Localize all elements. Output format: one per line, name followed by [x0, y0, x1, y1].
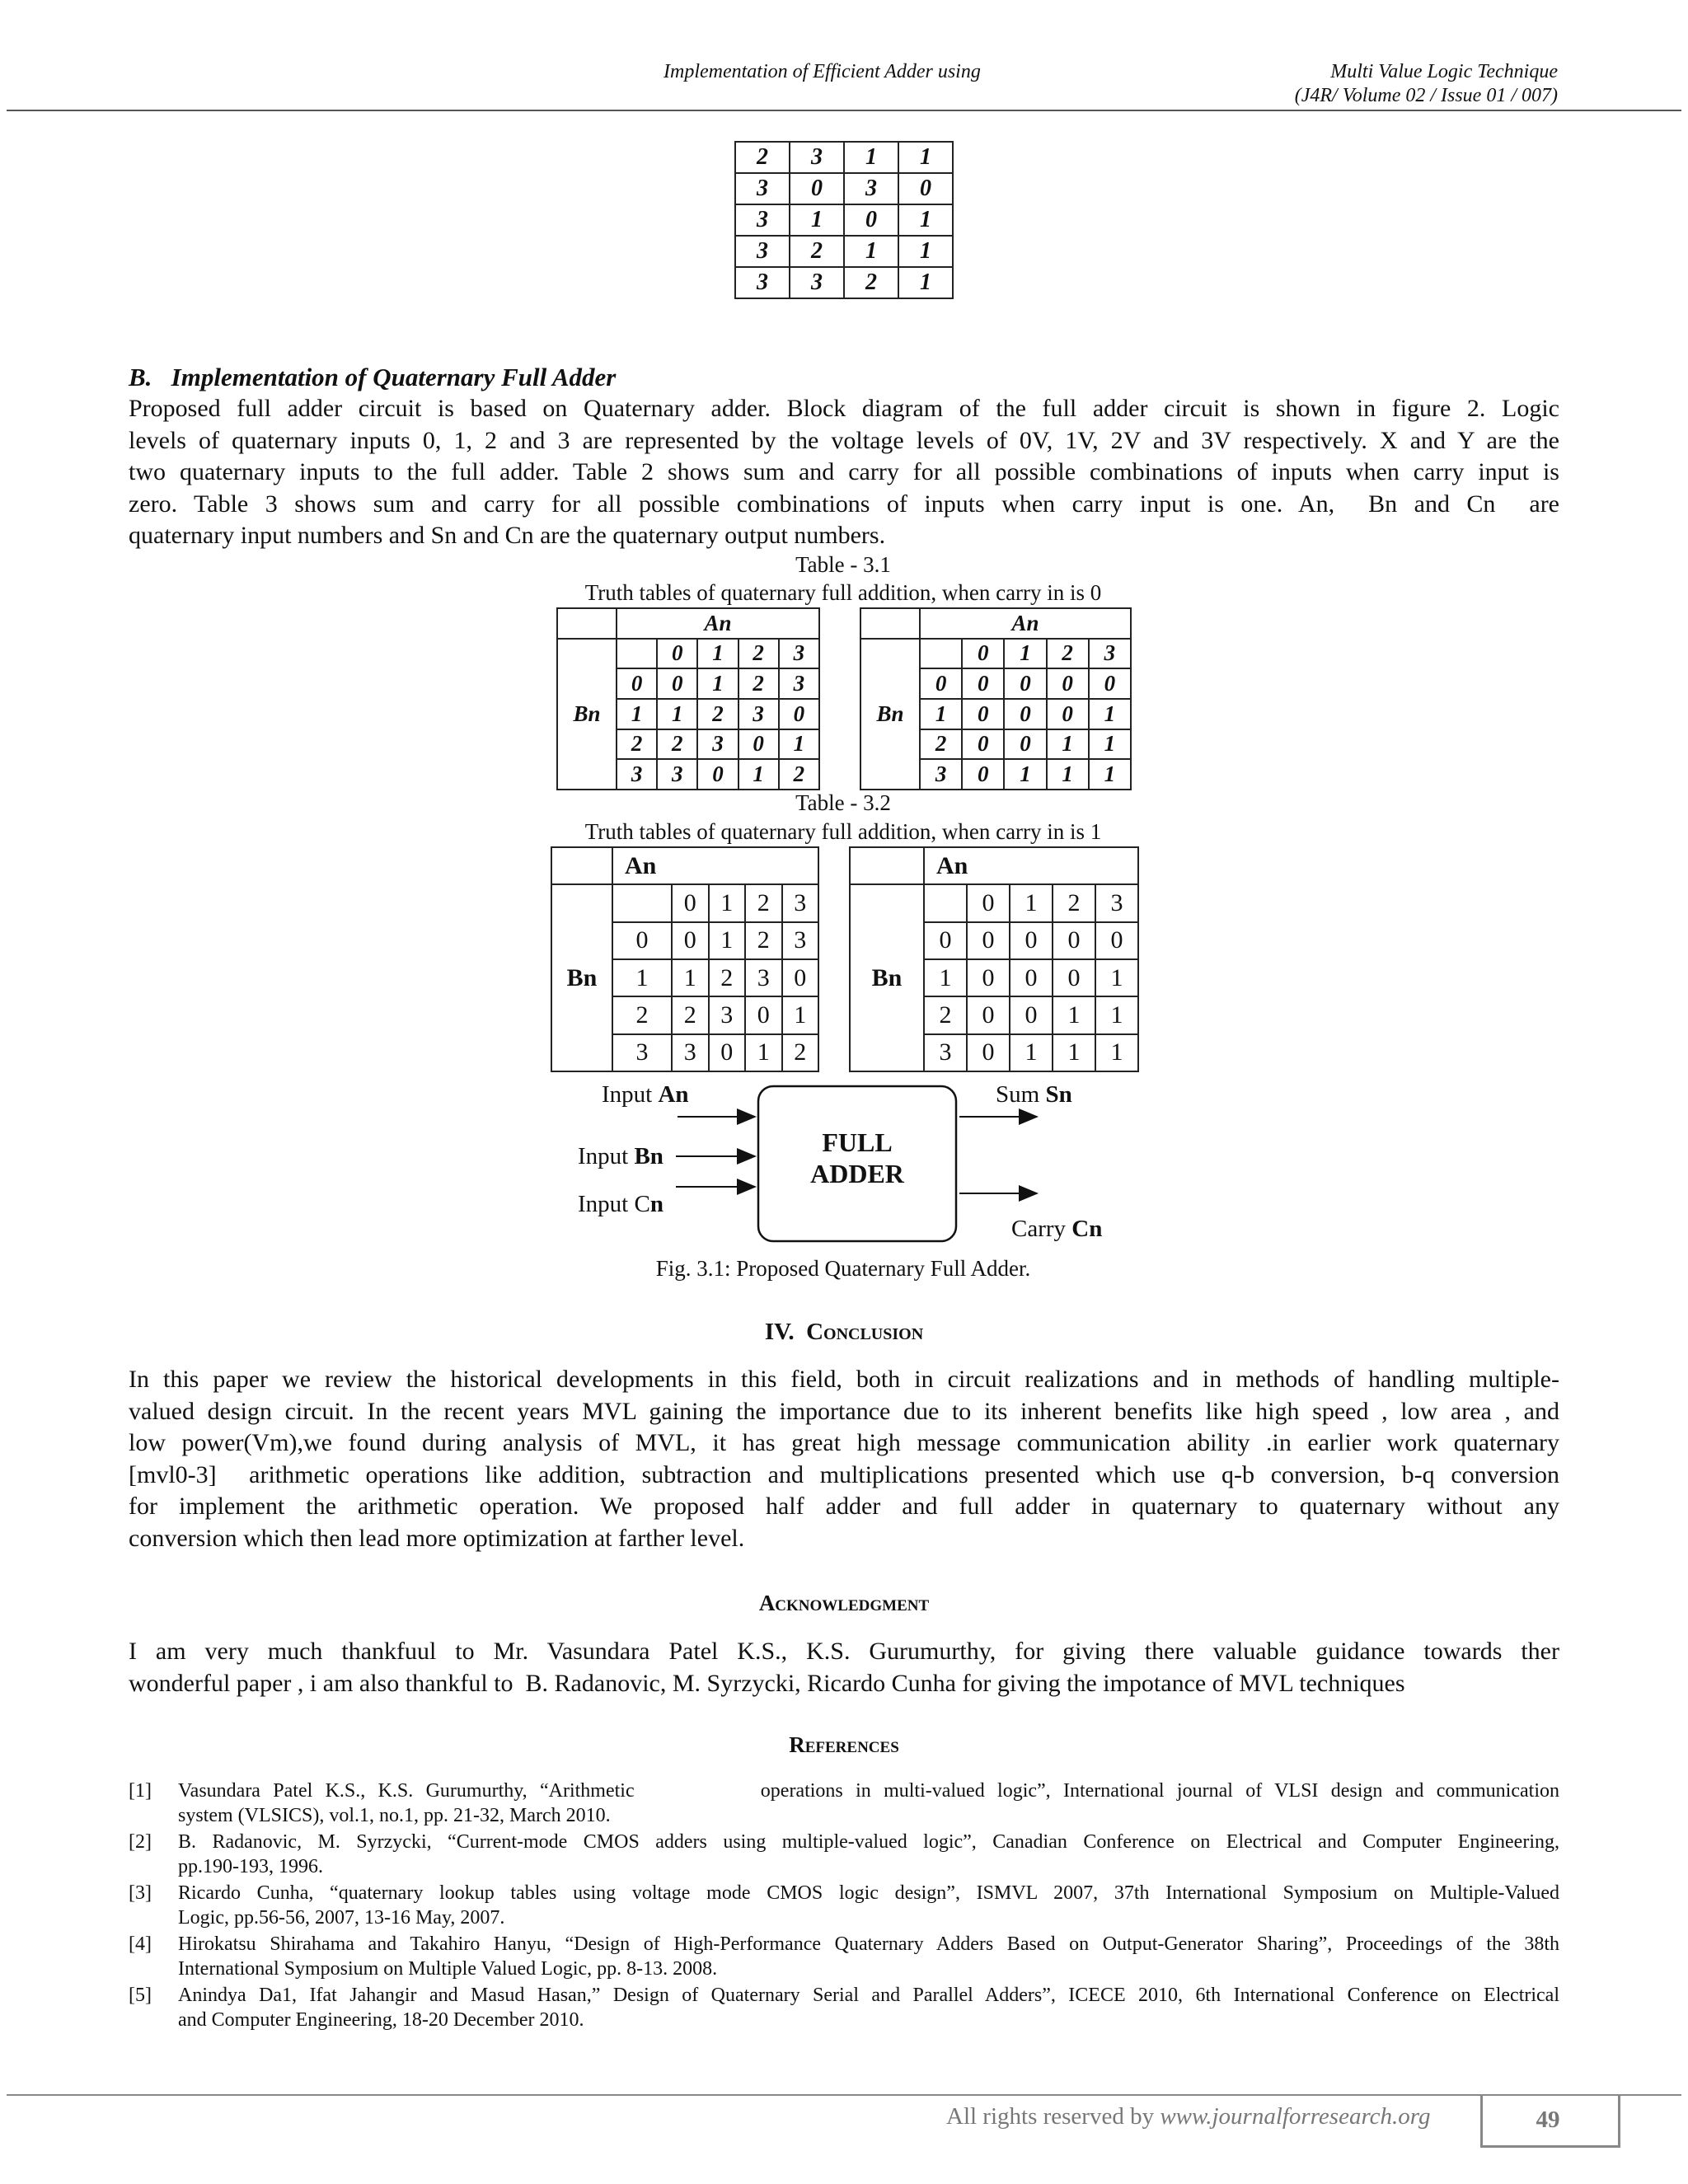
- acknowledgment-line: I am very much thankfuul to Mr. Vasundara Patel K.S., K.S. Gurumurthy, for giving there valuable guidance towards ther: [129, 1638, 1559, 1665]
- bn-header: Bn: [850, 884, 924, 1071]
- table-cell: 1: [920, 699, 962, 729]
- acknowledgment-line: wonderful paper , i am also thankful to B. Radanovic, M. Syrzycki, Ricardo Cunha for giving the impotance of MVL techniques: [129, 1669, 1405, 1697]
- conclusion-line: low power(Vm),we found during analysis of MVL, it has great high message communication ability .in earlier work quaternary: [129, 1429, 1559, 1456]
- table-cell: 0: [967, 996, 1010, 1033]
- reference-number: [3]: [129, 1882, 152, 1904]
- corner-cell: [860, 608, 920, 639]
- table-cell: 3: [790, 142, 844, 173]
- table-cell: 3: [657, 759, 697, 790]
- conclusion-line: conversion which then lead more optimization at farther level.: [129, 1524, 745, 1552]
- table-cell: 1: [1053, 1034, 1095, 1071]
- table-cell: 0: [1095, 922, 1138, 959]
- running-header-title: Multi Value Logic Technique: [1330, 61, 1558, 82]
- table-cell: 0: [782, 959, 819, 996]
- table-cell: 0: [962, 729, 1004, 760]
- table-cell: 0: [672, 922, 709, 959]
- table-3-1-label: Table - 3.1: [795, 552, 891, 577]
- table-header-row: [551, 847, 818, 884]
- full-adder-box-label: [758, 1127, 956, 1189]
- table-cell: 1: [709, 922, 746, 959]
- sum-label: [996, 1081, 1072, 1108]
- reference-line: and Computer Engineering, 18-20 December 2010.: [178, 2009, 584, 2031]
- table-cell: 3: [844, 173, 898, 204]
- references-heading: References: [789, 1732, 899, 1757]
- table-cell: 3: [612, 1034, 672, 1071]
- section-b-line: two quaternary inputs to the full adder. Table 2 shows sum and carry for all possible combinations of inputs when carry input is: [129, 458, 1559, 485]
- section-b-line: levels of quaternary inputs 0, 1, 2 and 3 are represented by the voltage levels of 0V, 1V, 2V and 3V respectively. X and Y are the: [129, 426, 1559, 454]
- table-cell: 1: [612, 959, 672, 996]
- column-header-cell: 1: [1004, 639, 1046, 669]
- table-3-2-label: Table - 3.2: [795, 790, 891, 815]
- column-header-cell: 2: [1047, 639, 1089, 669]
- carry-label: [1011, 1216, 1102, 1243]
- table-cell: 0: [1010, 959, 1053, 996]
- table-cell: 1: [898, 236, 953, 267]
- table-cell: 1: [1095, 996, 1138, 1033]
- table-cell: 0: [967, 1034, 1010, 1071]
- table-cell: 2: [697, 699, 738, 729]
- table-cell: 1: [779, 729, 819, 760]
- table-cell: 1: [738, 759, 779, 790]
- column-header-cell: 3: [782, 884, 819, 921]
- table-cell: 3: [697, 729, 738, 760]
- table-cell: 2: [844, 267, 898, 298]
- running-header-volume: (J4R/ Volume 02 / Issue 01 / 007): [1294, 85, 1558, 106]
- table-cell: 1: [1089, 759, 1131, 790]
- table-cell: 1: [898, 142, 953, 173]
- table-cell: 2: [790, 236, 844, 267]
- table-cell: 0: [738, 729, 779, 760]
- page-number: 49: [1536, 2107, 1560, 2133]
- column-header-cell: 0: [657, 639, 697, 669]
- running-header-left: Implementation of Efficient Adder using: [663, 61, 981, 82]
- table-cell: 2: [779, 759, 819, 790]
- table-cell: 0: [844, 204, 898, 236]
- table-cell: 1: [672, 959, 709, 996]
- table-cell: 0: [967, 922, 1010, 959]
- table-cell: 2: [612, 996, 672, 1033]
- column-header-cell: 0: [962, 639, 1004, 669]
- table-cols-row: [551, 884, 818, 921]
- acknowledgment-paragraph: [129, 1636, 1559, 1699]
- table-cell: 2: [657, 729, 697, 760]
- conclusion-line: for implement the arithmetic operation. We proposed half adder and full adder in quaternary to quaternary without any: [129, 1493, 1559, 1520]
- table-cell: 0: [962, 699, 1004, 729]
- table-cell: 1: [1053, 996, 1095, 1033]
- table-cell: 3: [920, 759, 962, 790]
- table-cols-row: [850, 884, 1138, 921]
- column-header-cell: 0: [967, 884, 1010, 921]
- table-cell: 3: [617, 759, 657, 790]
- table-cell: 0: [920, 668, 962, 699]
- input-an-name: An: [658, 1081, 689, 1108]
- table-cell: 1: [745, 1034, 782, 1071]
- reference-line: Ricardo Cunha, “quaternary lookup tables using voltage mode CMOS logic design”, ISMVL 2007, 37th International Symposium on Multiple-Valued: [178, 1882, 1559, 1904]
- box-label-line-2: ADDER: [810, 1159, 904, 1188]
- carry-prefix: Carry: [1011, 1216, 1072, 1242]
- column-header-cell: 1: [709, 884, 746, 921]
- table-header-row: [850, 847, 1138, 884]
- table-cell: 0: [1047, 668, 1089, 699]
- table-cell: 2: [924, 996, 967, 1033]
- input-cn-label: [578, 1191, 663, 1218]
- reference-1: [129, 1779, 1559, 1828]
- blank-cell: [617, 639, 657, 669]
- table-cell: 3: [735, 173, 790, 204]
- table-cols-row: [557, 639, 819, 669]
- table-cell: 3: [745, 959, 782, 996]
- input-an-prefix: Input: [602, 1081, 659, 1108]
- table-cell: 2: [920, 729, 962, 760]
- table-cell: 0: [962, 759, 1004, 790]
- table-cell: 1: [844, 236, 898, 267]
- table-cell: 0: [612, 922, 672, 959]
- reference-number: [1]: [129, 1780, 152, 1802]
- conclusion-paragraph: [129, 1364, 1559, 1554]
- table-row: [735, 173, 953, 204]
- column-header-cell: 3: [779, 639, 819, 669]
- table-cell: 1: [844, 142, 898, 173]
- table-cell: 3: [782, 922, 819, 959]
- header-rule: [7, 110, 1681, 111]
- running-header-right: [1295, 60, 1558, 108]
- table-cell: 0: [1053, 922, 1095, 959]
- table-cell: 1: [1089, 699, 1131, 729]
- table-header-row: [557, 608, 819, 639]
- table-cell: 1: [1004, 759, 1046, 790]
- input-bn-prefix: Input: [578, 1143, 635, 1169]
- box-label-line-1: FULL: [822, 1127, 893, 1157]
- section-b-line: quaternary input numbers and Sn and Cn are the quaternary output numbers.: [129, 522, 886, 549]
- table-cell: 0: [898, 173, 953, 204]
- section-b-heading: B. Implementation of Quaternary Full Adder: [129, 363, 617, 391]
- table-cell: 0: [924, 922, 967, 959]
- table-cell: 3: [672, 1034, 709, 1071]
- sum-name: Sn: [1045, 1081, 1072, 1108]
- table-cell: 3: [735, 204, 790, 236]
- reference-line: Hirokatsu Shirahama and Takahiro Hanyu, “Design of High-Performance Quaternary Adders Based on Output-Generator Sharing”, Proceedings of the 38th: [178, 1933, 1559, 1955]
- an-header: An: [920, 608, 1131, 639]
- reference-5: [129, 1983, 1559, 2032]
- table-cell: 2: [672, 996, 709, 1033]
- table-cell: 3: [735, 267, 790, 298]
- table-cell: 1: [924, 959, 967, 996]
- corner-cell: [551, 847, 612, 884]
- footer-right-tick: [1615, 2094, 1681, 2096]
- input-cn-name: n: [649, 1191, 663, 1217]
- corner-cell: [850, 847, 924, 884]
- table-cell: 0: [1004, 729, 1046, 760]
- section-b-line: Proposed full adder circuit is based on Quaternary adder. Block diagram of the full adder circuit is shown in figure 2. Logic: [129, 395, 1559, 422]
- table-row: [735, 236, 953, 267]
- table-cell: 0: [1053, 959, 1095, 996]
- truth-table: [556, 607, 820, 790]
- table-cell: 2: [745, 922, 782, 959]
- table-cell: 3: [738, 699, 779, 729]
- truth-table: [849, 846, 1139, 1072]
- section-b-line: zero. Table 3 shows sum and carry for all possible combinations of inputs when carry input is one. An, Bn and Cn are: [129, 490, 1559, 518]
- table-cell: 3: [779, 668, 819, 699]
- column-header-cell: 2: [745, 884, 782, 921]
- table-cell: 1: [898, 267, 953, 298]
- reference-line: system (VLSICS), vol.1, no.1, pp. 21-32, March 2010.: [178, 1805, 611, 1826]
- reference-3: [129, 1881, 1559, 1930]
- table-cell: 1: [1095, 959, 1138, 996]
- table-cols-row: [860, 639, 1131, 669]
- table-cell: 0: [745, 996, 782, 1033]
- table-cell: 0: [657, 668, 697, 699]
- bn-header: Bn: [551, 884, 612, 1071]
- input-an-label: [602, 1081, 689, 1108]
- table-3-1-right: [860, 607, 1132, 790]
- reference-line: B. Radanovic, M. Syrzycki, “Current-mode CMOS adders using multiple-valued logic”, Canadian Conference on Electrical and Computer Engineering,: [178, 1831, 1559, 1853]
- table-cell: 1: [697, 668, 738, 699]
- table-3-2-caption: Truth tables of quaternary full addition, when carry in is 1: [584, 819, 1102, 844]
- table-3-1-left: [556, 607, 820, 790]
- truth-table: [860, 607, 1132, 790]
- acknowledgment-heading: Acknowledgment: [758, 1591, 930, 1615]
- table-cell: 3: [709, 996, 746, 1033]
- reference-line: International Symposium on Multiple Valued Logic, pp. 8-13. 2008.: [178, 1958, 718, 1980]
- table-cell: 2: [738, 668, 779, 699]
- input-bn-label: [578, 1143, 663, 1170]
- truth-table: [551, 846, 819, 1072]
- footer-rights: [946, 2103, 1431, 2130]
- table-cell: 0: [1010, 922, 1053, 959]
- sum-prefix: Sum: [996, 1081, 1046, 1108]
- table-cell: 1: [1089, 729, 1131, 760]
- column-header-cell: 2: [1053, 884, 1095, 921]
- section-b-paragraph: [129, 393, 1559, 552]
- table-cell: 2: [709, 959, 746, 996]
- footer-rights-prefix: All rights reserved by: [946, 2103, 1160, 2130]
- table-3-2-right: [849, 846, 1139, 1072]
- table-cell: 0: [1004, 699, 1046, 729]
- top-continuation-table: [734, 141, 954, 299]
- table-cell: 0: [790, 173, 844, 204]
- an-header: An: [617, 608, 819, 639]
- table-cell: 1: [898, 204, 953, 236]
- table-cell: 0: [967, 959, 1010, 996]
- table-3-2-left: [551, 846, 819, 1072]
- input-bn-name: Bn: [634, 1143, 663, 1169]
- reference-line: Vasundara Patel K.S., K.S. Gurumurthy, “Arithmetic operations in multi-valued logic”, International journal of VLSI design and communication: [178, 1780, 1559, 1802]
- reference-2: [129, 1830, 1559, 1879]
- table-cell: 3: [735, 236, 790, 267]
- table-cell: 0: [1010, 996, 1053, 1033]
- footer-site: www.journalforresearch.org: [1160, 2103, 1431, 2130]
- table-cell: 1: [782, 996, 819, 1033]
- conclusion-line: [mvl0-3] arithmetic operations like addition, subtraction and multiplications presented which use q-b conversion, b-q conversion: [129, 1460, 1559, 1488]
- column-header-cell: 2: [738, 639, 779, 669]
- table-cell: 3: [790, 267, 844, 298]
- table-cell: 1: [1047, 729, 1089, 760]
- an-header: An: [612, 847, 818, 884]
- reference-number: [5]: [129, 1985, 152, 2006]
- reference-line: Logic, pp.56-56, 2007, 13-16 May, 2007.: [178, 1907, 505, 1929]
- table-cell: 0: [617, 668, 657, 699]
- reference-number: [2]: [129, 1831, 152, 1853]
- table-cell: 1: [617, 699, 657, 729]
- column-header-cell: 0: [672, 884, 709, 921]
- conclusion-heading: IV. Conclusion: [764, 1319, 924, 1345]
- table-cell: 1: [1010, 1034, 1053, 1071]
- table-cell: 2: [617, 729, 657, 760]
- table-3-1-caption: Truth tables of quaternary full addition, when carry in is 0: [584, 580, 1102, 605]
- input-cn-prefix: Input C: [578, 1191, 650, 1217]
- table-cell: 0: [962, 668, 1004, 699]
- table-cell: 0: [709, 1034, 746, 1071]
- table-cell: 1: [1095, 1034, 1138, 1071]
- blank-cell: [612, 884, 672, 921]
- bn-header: Bn: [860, 639, 920, 790]
- figure-caption: Fig. 3.1: Proposed Quaternary Full Adder.: [655, 1256, 1031, 1281]
- column-header-cell: 3: [1095, 884, 1138, 921]
- table-cell: 0: [1004, 668, 1046, 699]
- carry-name: Cn: [1071, 1216, 1103, 1242]
- column-header-cell: 3: [1089, 639, 1131, 669]
- an-header: An: [924, 847, 1138, 884]
- table-cell: 3: [924, 1034, 967, 1071]
- footer-rule: [7, 2094, 1681, 2096]
- column-header-cell: 1: [1010, 884, 1053, 921]
- table-cell: 2: [782, 1034, 819, 1071]
- table-cell: 0: [1089, 668, 1131, 699]
- conclusion-line: In this paper we review the historical developments in this field, both in circuit realizations and in methods of handling multiple-: [129, 1366, 1559, 1393]
- table-cell: 0: [1047, 699, 1089, 729]
- table-row: [735, 142, 953, 173]
- table-cell: 1: [1047, 759, 1089, 790]
- table-cell: 0: [697, 759, 738, 790]
- reference-line: pp.190-193, 1996.: [178, 1856, 323, 1877]
- table-header-row: [860, 608, 1131, 639]
- table-cell: 1: [657, 699, 697, 729]
- table-cell: 2: [735, 142, 790, 173]
- reference-number: [4]: [129, 1933, 152, 1955]
- table-row: [735, 204, 953, 236]
- column-header-cell: 1: [697, 639, 738, 669]
- table-row: [735, 267, 953, 298]
- table-cell: 1: [790, 204, 844, 236]
- reference-line: Anindya Da1, Ifat Jahangir and Masud Hasan,” Design of Quaternary Serial and Parallel Adders”, ICECE 2010, 6th International Conference on Electrical: [178, 1985, 1559, 2006]
- table-cell: 0: [779, 699, 819, 729]
- bn-header: Bn: [557, 639, 617, 790]
- corner-cell: [557, 608, 617, 639]
- blank-cell: [924, 884, 967, 921]
- blank-cell: [920, 639, 962, 669]
- conclusion-line: valued design circuit. In the recent years MVL gaining the importance due to its inherent benefits like high speed , low area , and: [129, 1397, 1559, 1425]
- reference-4: [129, 1932, 1559, 1981]
